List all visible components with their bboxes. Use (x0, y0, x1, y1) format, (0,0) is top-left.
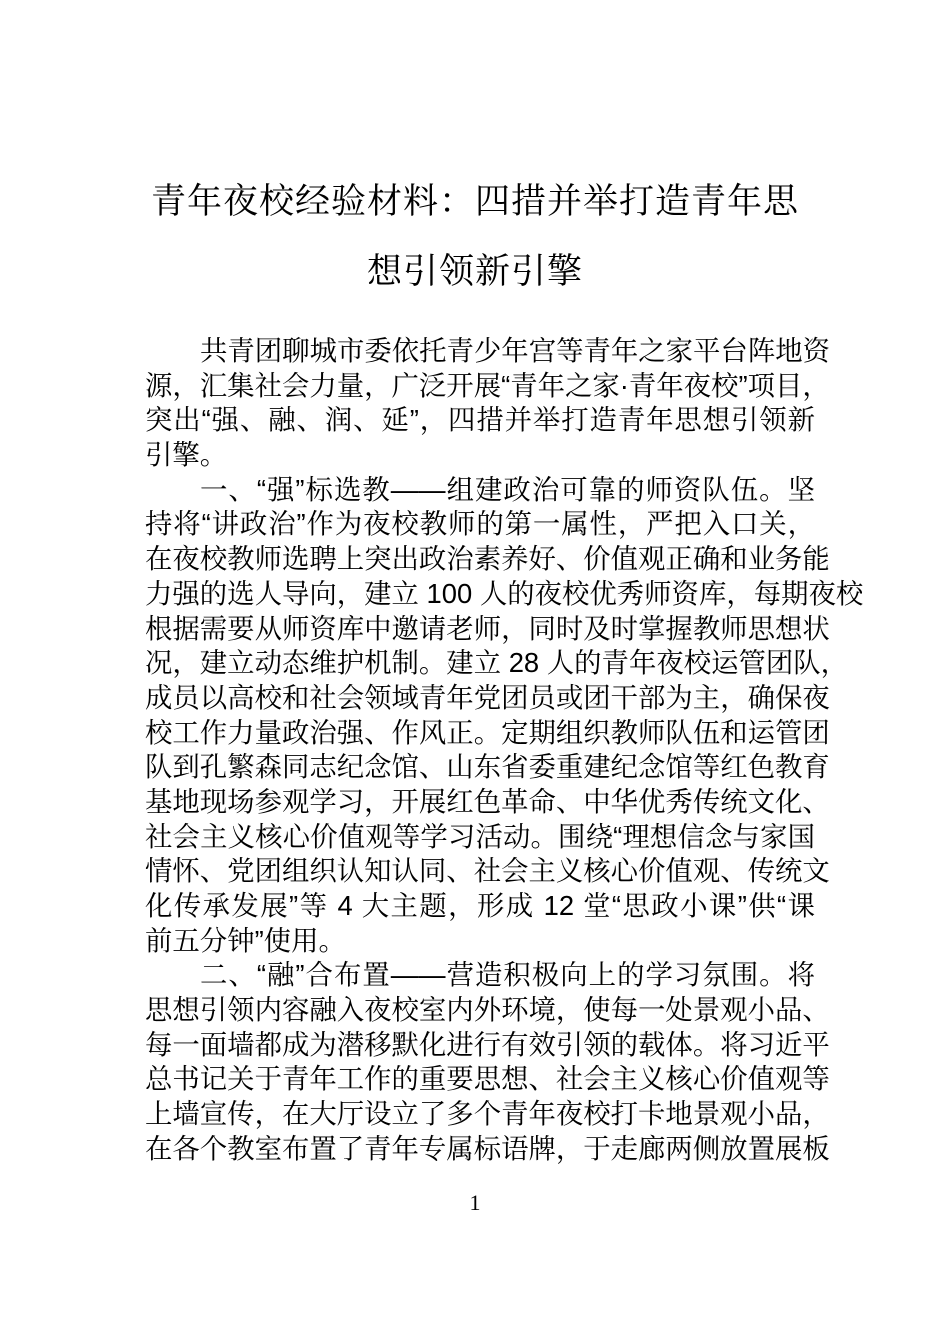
body-text-line: 一、“强”标选教——组建政治可靠的师资队伍。坚 (200, 473, 815, 505)
body-text-line: 基地现场参观学习，开展红色革命、中华优秀传统文化、 (145, 785, 830, 817)
body-text-line: 队到孔繁森同志纪念馆、山东省委重建纪念馆等红色教育 (145, 751, 830, 783)
body-text-line: 上墙宣传，在大厅设立了多个青年夜校打卡地景观小品， (145, 1098, 830, 1130)
body-text-line: 在各个教室布置了青年专属标语牌，于走廊两侧放置展板 (145, 1132, 830, 1164)
body-text-line: 源，汇集社会力量，广泛开展“青年之家·青年夜校”项目， (145, 369, 830, 401)
body-text-line: 成员以高校和社会领域青年党团员或团干部为主，确保夜 (145, 681, 830, 713)
page-number: 1 (469, 1190, 481, 1215)
body-text-line: 在夜校教师选聘上突出政治素养好、价值观正确和业务能 (145, 543, 830, 575)
body-text-line: 校工作力量政治强、作风正。定期组织教师队伍和运管团 (145, 716, 830, 748)
body-text-line: 根据需要从师资库中邀请老师，同时及时掌握教师思想状 (145, 612, 830, 644)
body-text-line: 情怀、党团组织认知认同、社会主义核心价值观、传统文 (145, 855, 830, 887)
body-text-line: 共青团聊城市委依托青少年宫等青年之家平台阵地资 (200, 335, 830, 366)
body-text-line: 力强的选人导向，建立 100 人的夜校优秀师资库，每期夜校 (145, 577, 864, 609)
body-text-line: 总书记关于青年工作的重要思想、社会主义核心价值观等 (145, 1063, 830, 1095)
body-text-line: 突出“强、融、润、延”，四措并举打造青年思想引领新 (145, 404, 815, 436)
body-text-line: 引擎。 (145, 439, 228, 471)
body-text-line: 社会主义核心价值观等学习活动。围绕“理想信念与家国 (145, 820, 815, 852)
body-text-line: 每一面墙都成为潜移默化进行有效引领的载体。将习近平 (145, 1028, 830, 1060)
body-text-line: 化传承发展”等 4 大主题，形成 12 堂“思政小课”供“课 (145, 890, 815, 921)
body-text-line: 思想引领内容融入夜校室内外环境，使每一处景观小品、 (145, 994, 830, 1026)
body-text-line: 况，建立动态维护机制。建立 28 人的青年夜校运管团队， (145, 647, 849, 679)
body-text-line: 持将“讲政治”作为夜校教师的第一属性，严把入口关， (145, 508, 815, 540)
document-title-line-1: 青年夜校经验材料：四措并举打造青年思 (150, 182, 799, 221)
document-body (145, 334, 864, 1167)
document-title-line-2: 想引领新引擎 (366, 252, 583, 291)
body-text-line: 前五分钟”使用。 (145, 924, 346, 956)
body-text-line: 二、“融”合布置——营造积极向上的学习氛围。将 (200, 959, 815, 991)
